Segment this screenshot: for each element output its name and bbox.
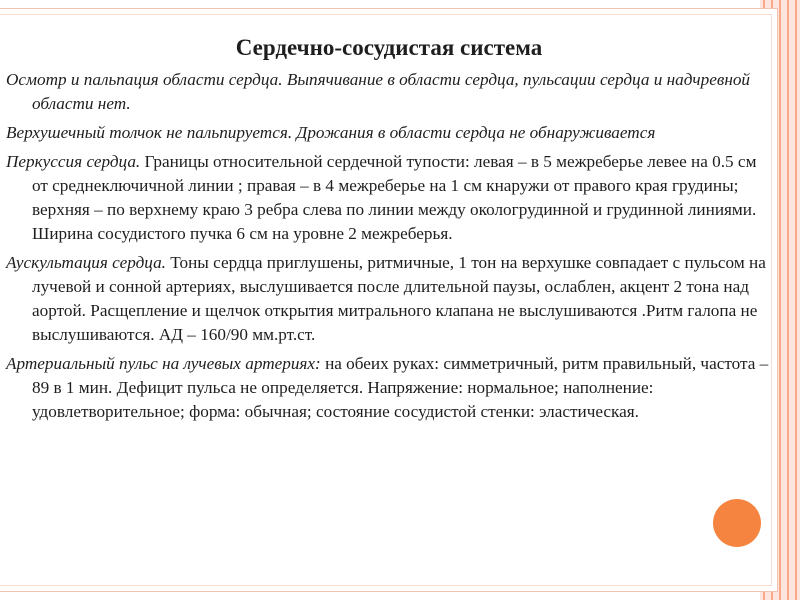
paragraph-auscultation-lead: Аускультация сердца. (6, 253, 166, 272)
paragraph-percussion (6, 150, 772, 246)
paragraph-arterial-pulse (6, 352, 772, 424)
paragraph-arterial-pulse-body: на обеих руках: симметричный, ритм правильный, частота – 89 в 1 мин. Дефицит пульса не определяется. Напряжение: нормальное; наполнение: удовлетворительное; форма: обычная; состояние сосудистой стенки: эластическая. (32, 354, 769, 421)
paragraph-auscultation (6, 251, 772, 347)
slide-title: Сердечно-сосудистая система (235, 35, 543, 60)
paragraph-arterial-pulse-lead: Артериальный пульс на лучевых артериях: (6, 354, 321, 373)
paragraph-inspection (6, 68, 772, 116)
paragraph-percussion-body: Границы относительной сердечной тупости: левая – в 5 межреберье левее на 0.5 см от среднеключичной линии ; правая – в 4 межреберье на 1 см кнаружи от правого края грудины; верхняя – по верхнему краю 3 ребра слева по линии между окологрудинной и грудинной линиями. Ширина сосудистого пучка 6 см на уровне 2 межреберья. (32, 152, 757, 243)
paragraph-apex-beat-lead: Верхушечный толчок не пальпируется. Дрожания в области сердца не обнаруживается (6, 123, 656, 142)
paragraph-inspection-lead: Осмотр и пальпация области сердца. Выпячивание в области сердца, пульсации сердца и надчревной области нет. (6, 70, 751, 113)
decorative-orange-circle (713, 499, 761, 547)
paragraph-percussion-lead: Перкуссия сердца. (6, 152, 141, 171)
slide-content (6, 30, 772, 429)
paragraph-apex-beat (6, 121, 772, 145)
paragraph-auscultation-body: Тоны сердца приглушены, ритмичные, 1 тон на верхушке совпадает с пульсом на лучевой и сонной артериях, выслушивается после длительной паузы, ослаблен, акцент 2 тона над аортой. Расщепление и щелчок открытия митрального клапана не выслушиваются .Ритм галопа не выслушиваются. АД – 160/90 мм.рт.ст. (32, 253, 766, 344)
